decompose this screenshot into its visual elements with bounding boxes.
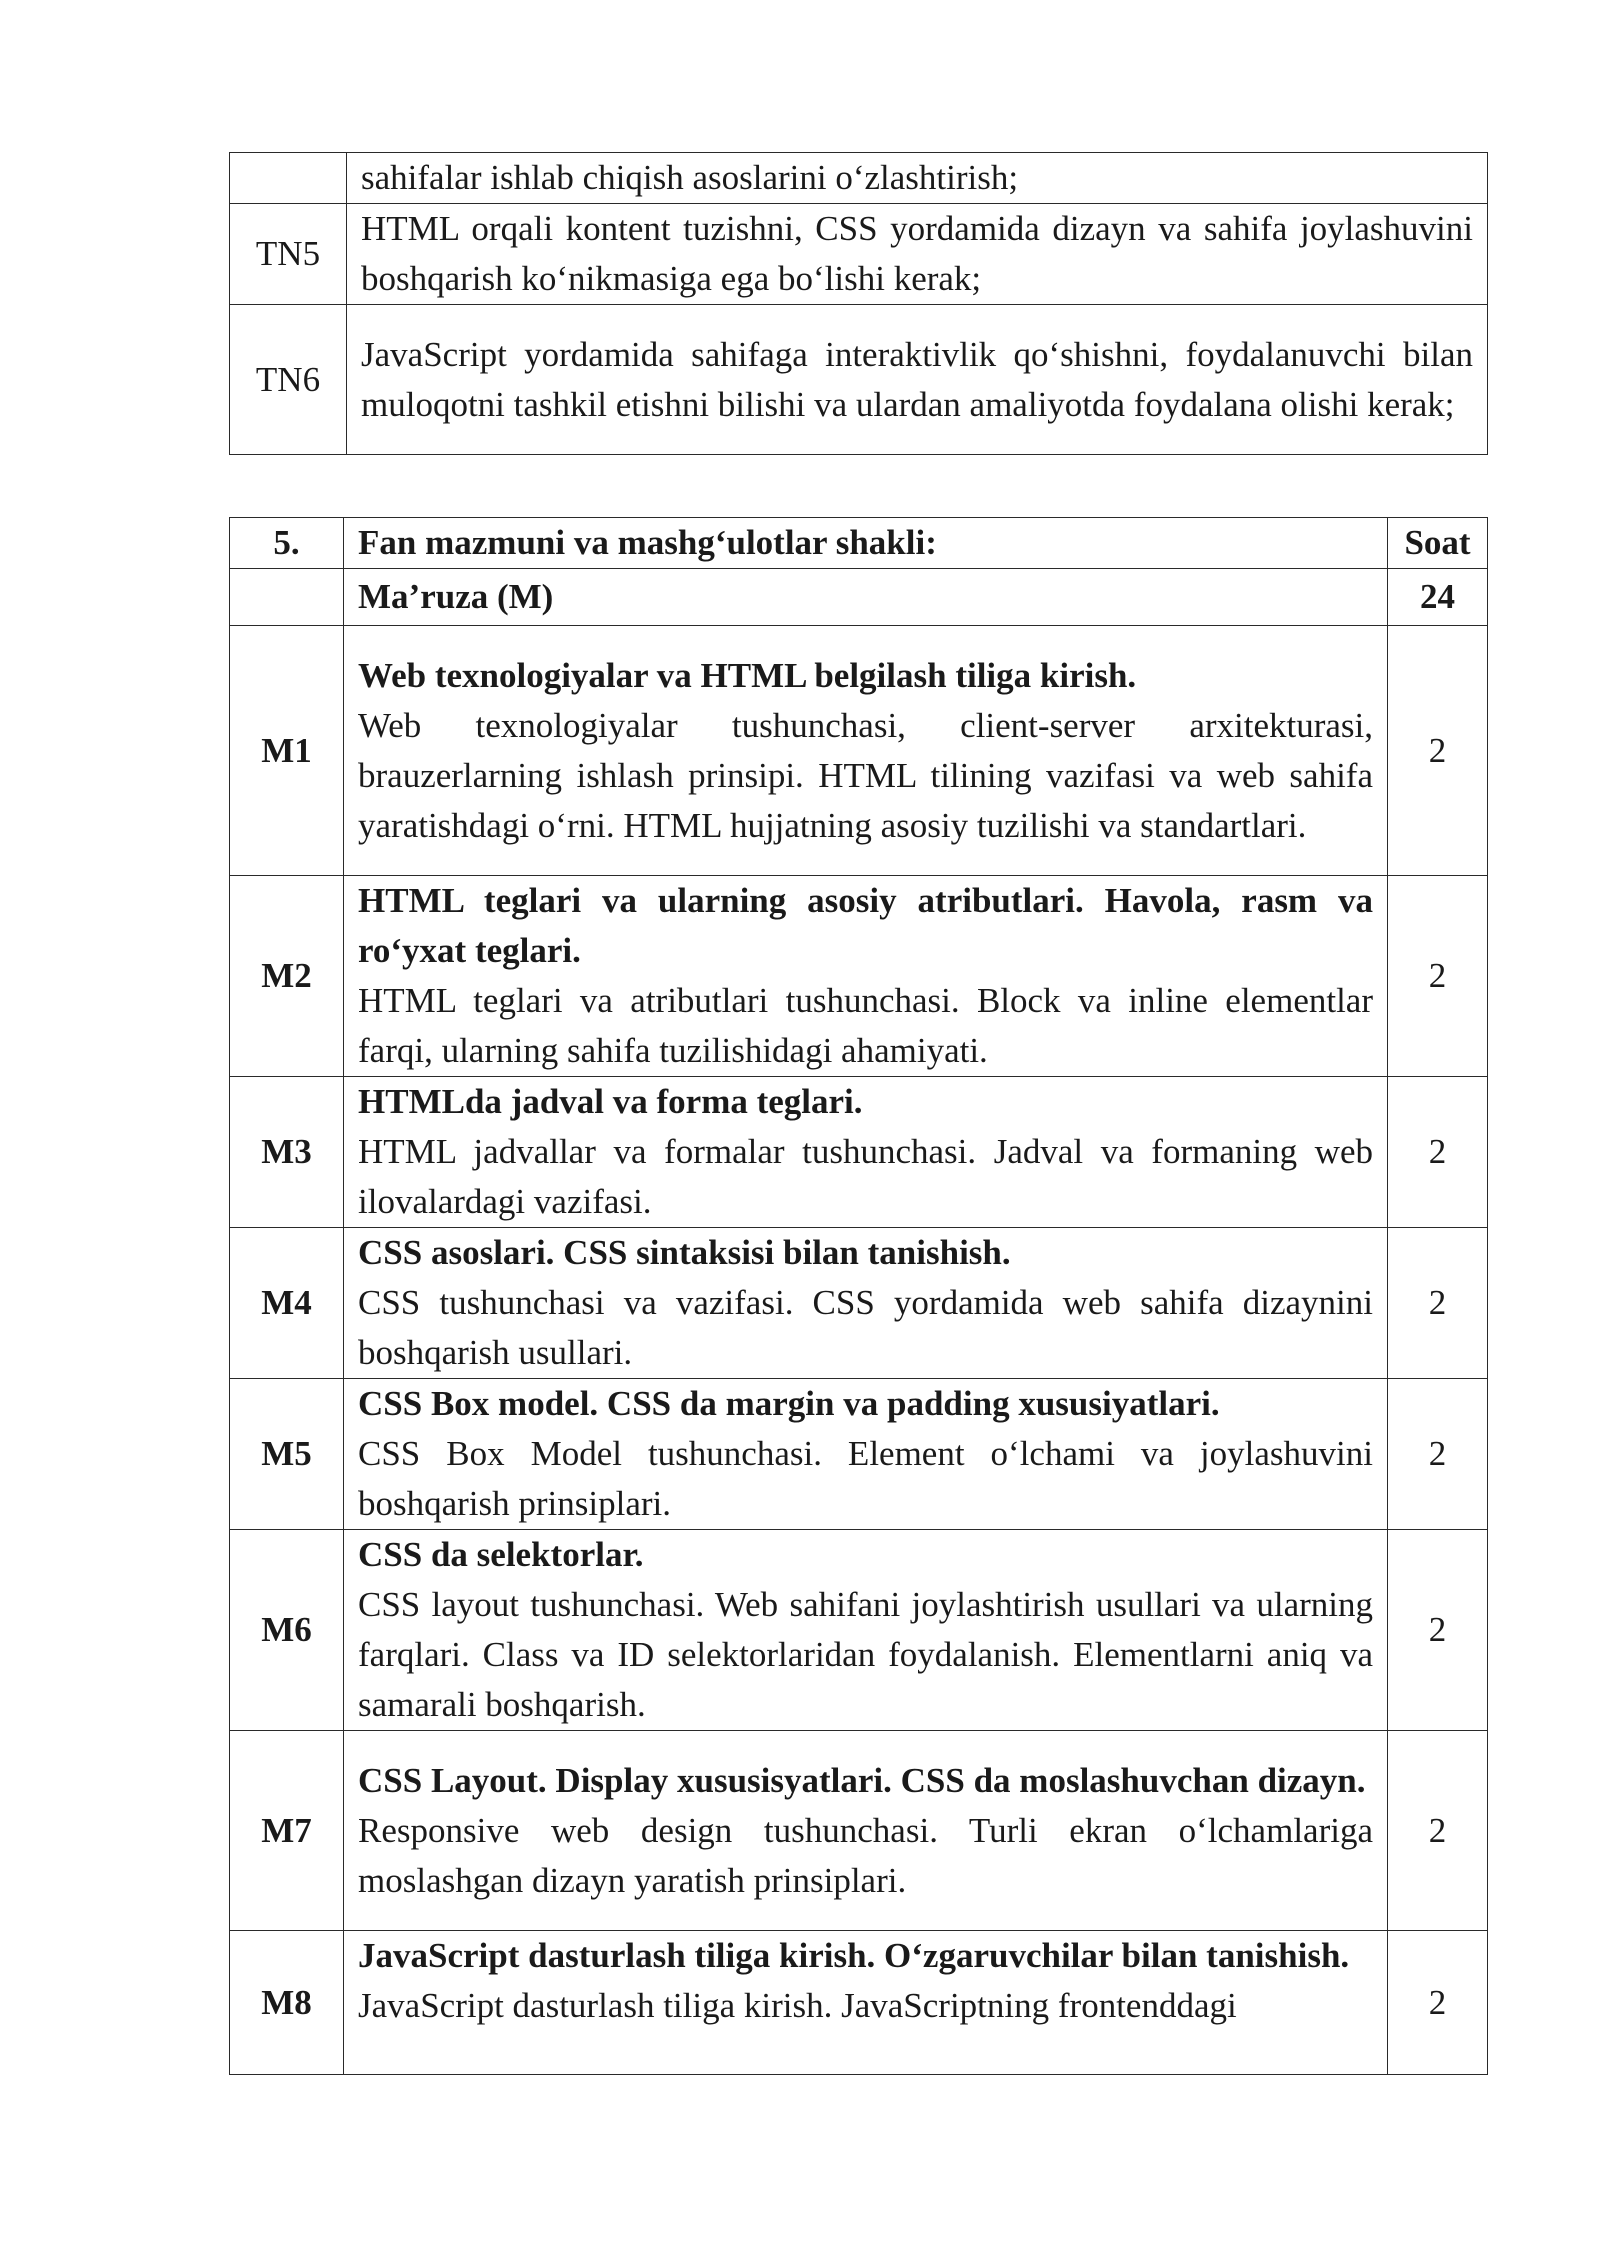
topic-hours: 2 [1388, 1931, 1488, 2075]
topic-cell [344, 1931, 1388, 2075]
topic-code: M3 [230, 1077, 344, 1228]
outcome-text: JavaScript yordamida sahifaga interaktivlik qo‘shishni, foydalanuvchi bilan muloqotni tashkil etishni bilishi va ulardan amaliyotda foydalana olishi kerak; [347, 305, 1488, 455]
outcome-code: TN5 [230, 204, 347, 305]
topic-code: M6 [230, 1530, 344, 1731]
topic-hours: 2 [1388, 1379, 1488, 1530]
topic-row [230, 1228, 1488, 1379]
learning-outcomes-table [229, 152, 1488, 455]
topic-description: CSS layout tushunchasi. Web sahifani joylashtirish usullari va ularning farqlari. Class va ID selektorlaridan foydalanish. Elementlarni aniq va samarali boshqarish. [358, 1585, 1373, 1724]
topic-code: M8 [230, 1931, 344, 2075]
topic-row [230, 626, 1488, 876]
topic-title: CSS asoslari. CSS sintaksisi bilan tanishish. [358, 1233, 1011, 1272]
topic-cell [344, 1530, 1388, 1731]
topic-row [230, 1731, 1488, 1931]
outcome-text: sahifalar ishlab chiqish asoslarini o‘zlashtirish; [347, 153, 1488, 204]
topic-title: CSS da selektorlar. [358, 1535, 644, 1574]
outcome-code [230, 153, 347, 204]
topic-title: Web texnologiyalar va HTML belgilash tiliga kirish. [358, 655, 1137, 695]
topic-description: JavaScript dasturlash tiliga kirish. JavaScriptning frontenddagi [358, 1986, 1237, 2025]
topic-hours: 2 [1388, 1077, 1488, 1228]
outcome-code: TN6 [230, 305, 347, 455]
topic-row [230, 1931, 1488, 2075]
outcome-row [230, 305, 1488, 455]
topic-code: M7 [230, 1731, 344, 1931]
topic-description: CSS Box Model tushunchasi. Element o‘lchami va joylashuvini boshqarish prinsiplari. [358, 1434, 1373, 1523]
topic-code: M5 [230, 1379, 344, 1530]
topic-hours: 2 [1388, 1731, 1488, 1931]
content-header-row [230, 518, 1488, 569]
lecture-section-code [230, 569, 344, 626]
content-header-title: Fan mazmuni va mashg‘ulotlar shakli: [344, 518, 1388, 569]
topic-cell [344, 1228, 1388, 1379]
topic-title: CSS Layout. Display xususisyatlari. CSS da moslashuvchan dizayn. [358, 1760, 1366, 1800]
topic-cell [344, 876, 1388, 1077]
lecture-section-row [230, 569, 1488, 626]
topic-title: CSS Box model. CSS da margin va padding xususiyatlari. [358, 1384, 1220, 1423]
topic-hours: 2 [1388, 1530, 1488, 1731]
topic-code: M1 [230, 626, 344, 876]
outcome-row [230, 204, 1488, 305]
topic-description: HTML teglari va atributlari tushunchasi. Block va inline elementlar farqi, ularning sahifa tuzilishidagi ahamiyati. [358, 981, 1373, 1070]
section-number: 5. [230, 518, 344, 569]
topic-hours: 2 [1388, 876, 1488, 1077]
topic-cell [344, 1731, 1388, 1931]
lecture-section-hours: 24 [1388, 569, 1488, 626]
topic-cell [344, 1077, 1388, 1228]
topic-title: JavaScript dasturlash tiliga kirish. O‘zgaruvchilar bilan tanishish. [358, 1936, 1350, 1975]
topic-description: CSS tushunchasi va vazifasi. CSS yordamida web sahifa dizaynini boshqarish usullari. [358, 1283, 1373, 1372]
hours-header: Soat [1388, 518, 1488, 569]
topic-cell [344, 626, 1388, 876]
topic-code: M4 [230, 1228, 344, 1379]
topic-description: Web texnologiyalar tushunchasi, client-server arxitekturasi, brauzerlarning ishlash prinsipi. HTML tilining vazifasi va web sahifa yaratishdagi o‘rni. HTML hujjatning asosiy tuzilishi va standartlari. [358, 705, 1373, 845]
topic-code: M2 [230, 876, 344, 1077]
topic-row [230, 1379, 1488, 1530]
topic-cell [344, 1379, 1388, 1530]
topic-description: HTML jadvallar va formalar tushunchasi. Jadval va formaning web ilovalardagi vazifasi. [358, 1132, 1373, 1221]
topic-title: HTMLda jadval va forma teglari. [358, 1082, 863, 1121]
topic-description: Responsive web design tushunchasi. Turli ekran o‘lchamlariga moslashgan dizayn yaratish prinsiplari. [358, 1810, 1373, 1900]
topic-row [230, 1077, 1488, 1228]
lecture-section-title: Ma’ruza (M) [344, 569, 1388, 626]
topic-row [230, 1530, 1488, 1731]
topic-title: HTML teglari va ularning asosiy atributlari. Havola, rasm va ro‘yxat teglari. [358, 881, 1373, 970]
course-content-table [229, 517, 1488, 2075]
topic-row [230, 876, 1488, 1077]
outcome-row [230, 153, 1488, 204]
topic-hours: 2 [1388, 626, 1488, 876]
topic-hours: 2 [1388, 1228, 1488, 1379]
outcome-text: HTML orqali kontent tuzishni, CSS yordamida dizayn va sahifa joylashuvini boshqarish ko‘nikmasiga ega bo‘lishi kerak; [347, 204, 1488, 305]
